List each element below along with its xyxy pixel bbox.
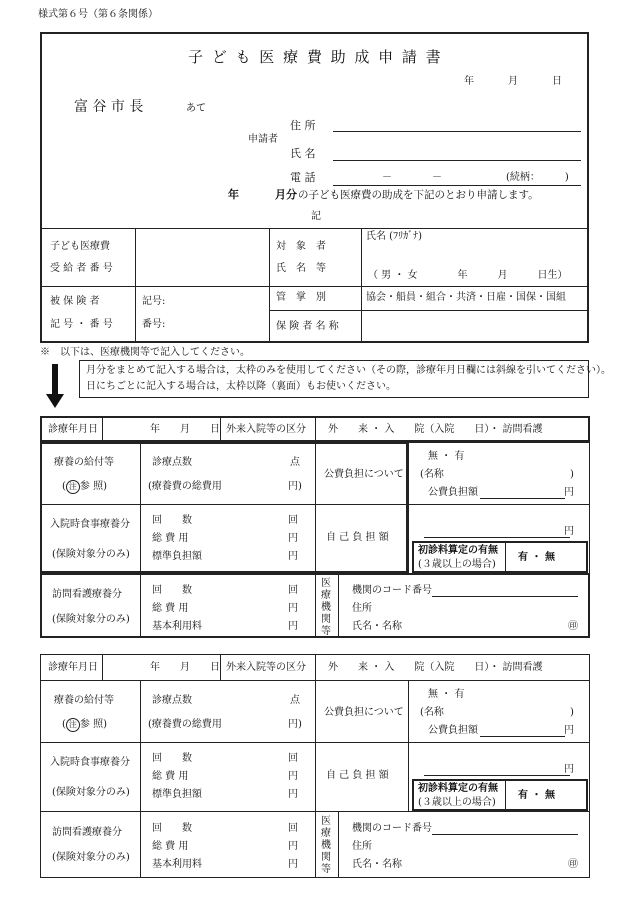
jusho-label: 住所	[352, 603, 372, 614]
houmon-kaisu-label: 回 数	[152, 823, 192, 834]
kouhi-amount-label: 公費負担額	[428, 487, 478, 498]
houmon-note: (保険対象分のみ)	[52, 614, 130, 625]
shoshin-note: (３歳以上の場合)	[418, 797, 496, 808]
recipient-number-field[interactable]	[137, 230, 267, 284]
form-number: 様式第６号（第６条関係）	[38, 9, 158, 20]
jusho-label: 住所	[352, 841, 372, 852]
houmon-hiyou-unit: 円	[288, 841, 298, 852]
bango-label: 番号:	[142, 319, 166, 330]
ki-label: 記	[311, 211, 321, 222]
houmon-riyou-unit: 円	[288, 621, 298, 632]
name-label: 氏 名	[290, 147, 316, 160]
houmon-riyou-label: 基本利用料	[152, 621, 202, 632]
houmon-hiyou-label: 総 費 用	[152, 603, 189, 614]
treatment-section-2	[40, 654, 590, 878]
meal-label: 入院時食事療養分	[50, 519, 130, 530]
kubun-label: 外来入院等の区分	[226, 662, 306, 673]
date-year: 年	[464, 76, 474, 87]
jiko-unit: 円	[564, 526, 574, 537]
date-month: 月	[508, 76, 518, 87]
table-rule	[41, 228, 588, 229]
kouhi-name-label: (名称	[420, 469, 444, 480]
kikan-vertical-label: 医療機関等	[321, 578, 331, 637]
meal-hyoujun-label: 標準負担額	[152, 551, 202, 562]
date-ymd: 年 月 日	[150, 662, 220, 673]
table-rule	[432, 834, 578, 835]
chu-icon: 注	[66, 480, 80, 494]
table-rule	[269, 228, 270, 342]
houmon-kaisu-label: 回 数	[152, 585, 192, 596]
soukei-unit: 円)	[288, 481, 302, 492]
table-rule	[220, 654, 221, 680]
meal-note: (保険対象分のみ)	[52, 549, 130, 560]
soukei-unit: 円)	[288, 719, 302, 730]
kouhi-name-close: )	[570, 469, 574, 480]
date-label: 診療年月日	[48, 662, 98, 673]
kikan-vertical-label: 医療機関等	[321, 816, 331, 875]
table-rule	[269, 310, 588, 311]
insurer-options[interactable]: 協会・船員・組合・共済・日雇・国保・国組	[366, 292, 566, 303]
target-label-2: 氏 名 等	[276, 263, 326, 274]
table-rule	[424, 537, 570, 538]
notes-intro: ※ 以下は、医療機関等で記入してください。	[40, 347, 250, 358]
code-label: 機関のコード番号	[352, 585, 432, 596]
relation-label: (続柄： )	[506, 172, 569, 183]
table-rule: 参 照	[79, 719, 104, 730]
table-rule	[424, 775, 570, 776]
houmon-riyou-unit: 円	[288, 859, 298, 870]
address-field[interactable]	[333, 131, 581, 132]
target-label-1: 対 象 者	[276, 241, 326, 252]
shinryo-label: 診療点数	[152, 695, 192, 706]
kouhi-name-label: (名称	[420, 707, 444, 718]
hokensha-label: 保 険 者 名 称	[276, 321, 339, 332]
phone-label: 電 話	[290, 171, 316, 184]
phone-dash-2: －	[432, 172, 442, 183]
seal-icon: ㊞	[568, 621, 578, 632]
table-rule	[41, 286, 588, 287]
houmon-kaisu-unit: 回	[288, 823, 298, 834]
meal-kaisu-label: 回 数	[152, 753, 192, 764]
ten-unit: 点	[290, 695, 300, 706]
meal-label: 入院時食事療養分	[50, 757, 130, 768]
date-ymd: 年 月 日	[150, 424, 220, 435]
code-label: 機関のコード番号	[352, 823, 432, 834]
jiko-label: 自 己 負 担 額	[326, 532, 389, 543]
shoshin-options[interactable]: 有 ・ 無	[518, 790, 555, 801]
shoshin-options[interactable]: 有 ・ 無	[518, 552, 555, 563]
houmon-label: 訪問看護療養分	[52, 589, 122, 600]
table-rule	[505, 780, 506, 810]
meal-hyoujun-label: 標準負担額	[152, 789, 202, 800]
arrow-down-icon	[44, 364, 66, 410]
kouhi-mu-yu[interactable]: 無 ・ 有	[428, 689, 465, 700]
addressee: 富 谷 市 長	[74, 99, 144, 115]
meal-hiyou-label: 総 費 用	[152, 533, 189, 544]
kouhi-name-close: )	[570, 707, 574, 718]
table-rule	[135, 228, 136, 342]
request-text: の子ども医療費の助成を下記のとおり申請します。	[298, 189, 539, 201]
phone-dash-1: －	[382, 172, 392, 183]
shoshin-label: 初診料算定の有無	[418, 545, 498, 556]
table-rule	[140, 680, 141, 878]
birth-label: （ 男 ・ 女 年 月 日生）	[368, 270, 568, 281]
name-field[interactable]	[333, 160, 581, 161]
request-year: 年	[228, 188, 239, 201]
shoshin-note: (３歳以上の場合)	[418, 559, 496, 570]
shoshin-label: 初診料算定の有無	[418, 783, 498, 794]
houmon-riyou-label: 基本利用料	[152, 859, 202, 870]
houmon-hiyou-label: 総 費 用	[152, 841, 189, 852]
phone-field[interactable]	[333, 185, 581, 186]
ten-unit: 点	[290, 457, 300, 468]
table-rule	[505, 542, 506, 572]
houmon-kaisu-unit: 回	[288, 585, 298, 596]
date-day: 日	[552, 76, 562, 87]
kouhi-mu-yu[interactable]: 無 ・ 有	[428, 451, 465, 462]
kigo-label: 記号:	[142, 296, 166, 307]
shinryo-label: 診療点数	[152, 457, 192, 468]
meal-hyoujun-unit: 円	[288, 789, 298, 800]
thick-frame	[40, 573, 590, 638]
houmon-label: 訪問看護療養分	[52, 827, 122, 838]
table-rule	[480, 498, 565, 499]
table-rule	[338, 811, 339, 878]
visit-options[interactable]: 外 来 ・ 入 院（入院 日）・ 訪問看護	[328, 662, 543, 673]
kyufu-ref: ( 注 参 照)	[62, 481, 107, 492]
meal-hiyou-unit: 円	[288, 533, 298, 544]
notes-line-1: 月分をまとめて記入する場合は，太枠のみを使用してください（その際，診療年月日欄には斜線を引いてください）。	[86, 365, 611, 376]
table-rule	[102, 654, 103, 680]
request-month: 月分	[275, 188, 297, 201]
meal-kaisu-label: 回 数	[152, 515, 192, 526]
shimei-label: 氏名・名称	[352, 621, 402, 632]
soukei-label: (療養費の総費用	[148, 481, 222, 492]
meal-hyoujun-unit: 円	[288, 551, 298, 562]
furigana-label: 氏名 (ﾌﾘｶﾞﾅ)	[366, 231, 422, 242]
visit-options[interactable]: 外 来 ・ 入 院（入院 日）・ 訪問看護	[328, 424, 543, 435]
thick-frame	[40, 442, 408, 573]
chu-icon: 注	[66, 718, 80, 732]
applicant-label: 申請者	[248, 134, 278, 145]
table-rule: 参 照	[79, 481, 104, 492]
meal-note: (保険対象分のみ)	[52, 787, 130, 798]
thick-frame	[40, 416, 590, 442]
seal-icon: ㊞	[568, 859, 578, 870]
kubun-label: 外来入院等の区分	[226, 424, 306, 435]
insured-label-1: 被 保 険 者	[50, 296, 100, 307]
kyufu-label: 療養の給付等	[54, 695, 114, 706]
meal-kaisu-unit: 回	[288, 515, 298, 526]
addressee-ate: あて	[186, 103, 206, 114]
meal-kaisu-unit: 回	[288, 753, 298, 764]
form-title: 子 ど も 医 療 費 助 成 申 請 書	[188, 48, 443, 66]
kouhi-amount-label: 公費負担額	[428, 725, 478, 736]
table-rule	[408, 680, 409, 811]
table-rule	[408, 442, 409, 573]
kyufu-label: 療養の給付等	[54, 457, 114, 468]
notes-line-2: 日にちごとに記入する場合は，太枠以降（裏面）もお使いください。	[86, 381, 396, 392]
jiko-unit: 円	[564, 764, 574, 775]
recipient-label-2: 受 給 者 番 号	[50, 263, 113, 274]
meal-hiyou-label: 総 費 用	[152, 771, 189, 782]
table-rule	[480, 736, 565, 737]
recipient-label-1: 子ども医療費	[50, 241, 110, 252]
table-rule	[315, 654, 316, 878]
treatment-section-1	[40, 416, 590, 638]
kyufu-ref: ( 注 参 照)	[62, 719, 107, 730]
shimei-label: 氏名・名称	[352, 859, 402, 870]
address-label: 住 所	[290, 119, 316, 132]
table-rule	[361, 228, 362, 342]
jiko-label: 自 己 負 担 額	[326, 770, 389, 781]
houmon-note: (保険対象分のみ)	[52, 852, 130, 863]
kouhi-amount-unit: 円	[564, 725, 574, 736]
insured-label-2: 記 号 ・ 番 号	[50, 319, 113, 330]
houmon-hiyou-unit: 円	[288, 603, 298, 614]
soukei-label: (療養費の総費用	[148, 719, 222, 730]
date-label: 診療年月日	[48, 424, 98, 435]
kouhi-amount-unit: 円	[564, 487, 574, 498]
meal-hiyou-unit: 円	[288, 771, 298, 782]
kouhi-label: 公費負担について	[324, 707, 404, 718]
kanshou-label: 管 掌 別	[276, 292, 326, 303]
kouhi-label: 公費負担について	[324, 469, 404, 480]
